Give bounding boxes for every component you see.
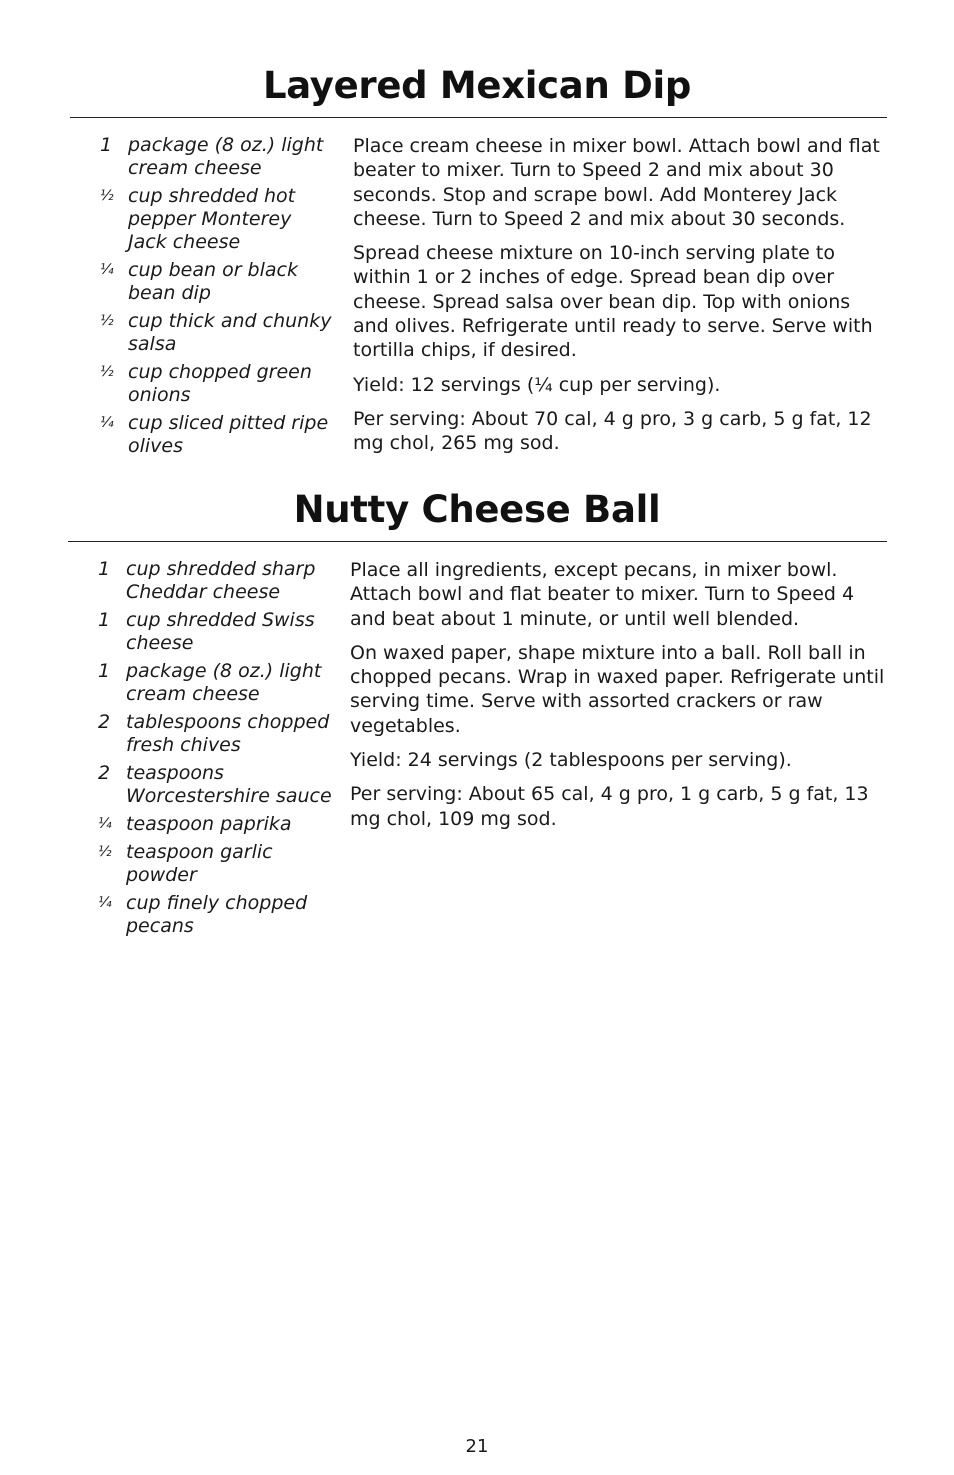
method-text [350, 558, 886, 841]
ingredient-item: ¼ cup sliced pitted ripe olives [100, 412, 329, 457]
ingredient-item: 2 tablespoons chopped fresh chives [98, 711, 330, 756]
ingredient-item: ¼ teaspoon paprika [98, 813, 292, 835]
ingredient-item: ¼ cup finely chopped pecans [98, 892, 308, 937]
nutrition-text: Per serving: About 70 cal, 4 g pro, 3 g carb, 5 g fat, 12 mg chol, 265 mg sod. [353, 407, 872, 455]
page-number: 21 [465, 1436, 489, 1457]
ingredient-item: 1 package (8 oz.) light cream cheese [98, 660, 322, 705]
ingredient-item: 2 teaspoons Worcestershire sauce [98, 762, 332, 807]
method-paragraph: On waxed paper, shape mixture into a ball. Roll ball in chopped pecans. Wrap in waxed paper. Refrigerate until serving time. Serve with assorted crackers or raw vegetables. [350, 641, 885, 737]
ingredient-item: ½ cup chopped green onions [100, 361, 312, 406]
ingredient-item: ½ cup shredded hot pepper Monterey Jack cheese [100, 185, 296, 253]
ingredient-item: 1 package (8 oz.) light cream cheese [100, 134, 324, 179]
method-paragraph: Spread cheese mixture on 10-inch serving plate to within 1 or 2 inches of edge. Spread bean dip over cheese. Spread salsa over bean dip. Top with onions and olives. Refrigerate until ready to serve. Serve with tortilla chips, if desired. [353, 242, 873, 362]
ingredient-item: 1 cup shredded Swiss cheese [98, 609, 315, 654]
recipe-title-nutty-cheese-ball: Nutty Cheese Ball [293, 488, 661, 531]
title-rule [70, 117, 887, 118]
method-paragraph: Place cream cheese in mixer bowl. Attach bowl and flat beater to mixer. Turn to Speed 2 and mix about 30 seconds. Stop and scrape bowl. Add Monterey Jack cheese. Turn to Speed 2 and mix about 30 seconds. [353, 135, 880, 230]
method-paragraph: Place all ingredients, except pecans, in mixer bowl. Attach bowl and flat beater to mixer. Turn to Speed 4 and beat about 1 minute, or until well blended. [350, 559, 855, 630]
ingredient-list [100, 134, 335, 463]
nutrition-text: Per serving: About 65 cal, 4 g pro, 1 g carb, 5 g fat, 13 mg chol, 109 mg sod. [350, 783, 869, 830]
recipe-title-layered-mexican-dip: Layered Mexican Dip [262, 64, 692, 107]
ingredient-list [98, 558, 333, 943]
ingredient-item: ½ cup thick and chunky salsa [100, 310, 332, 355]
ingredient-item: 1 cup shredded sharp Cheddar cheese [98, 558, 316, 603]
method-text [353, 134, 886, 466]
ingredient-item: ¼ cup bean or black bean dip [100, 259, 298, 304]
ingredient-item: ½ teaspoon garlic powder [98, 841, 273, 886]
yield-text: Yield: 12 servings (¼ cup per serving). [353, 373, 721, 396]
yield-text: Yield: 24 servings (2 tablespoons per serving). [350, 749, 792, 772]
title-rule [68, 541, 887, 542]
